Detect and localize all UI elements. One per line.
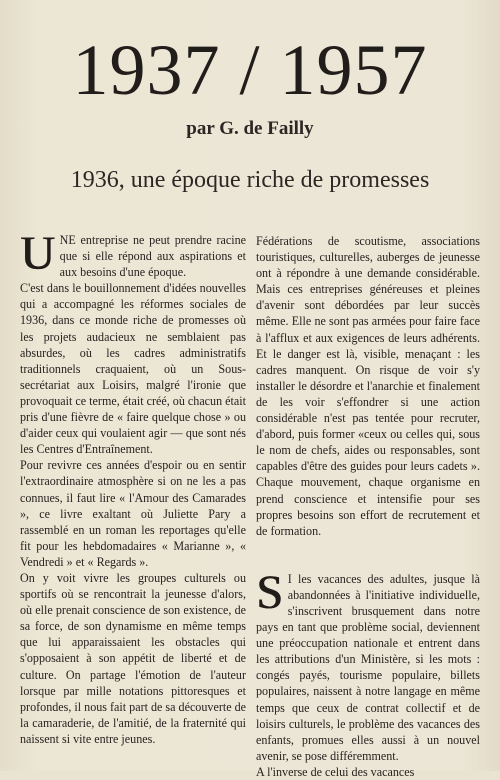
paragraph-text: NE entreprise ne peut prendre racine que si elle répond aux aspirations et aux besoins d'une époque. — [59, 233, 246, 280]
right-column — [256, 233, 480, 780]
drop-cap: U — [20, 227, 55, 280]
paragraph: On y voit vivre les groupes culturels ou sportifs où se rencontrait la jeunesse d'alors, où elle prenait conscience de son existence, de sa force, de son dynamisme en même temps que lui apparaissaient les obstacles qui s'opposaient à son appétit de liberté et de culture. On partage l'émotion de l'auteur lorsque par mille notations pittoresques et profondes, il nous fait part de sa découverte de la camaraderie, de l'amitié, de la fraternité qui naissent si vite entre jeunes. — [20, 570, 247, 746]
section-subtitle: 1936, une époque riche de promesses — [70, 167, 430, 193]
paragraph: C'est dans le bouillonnement d'idées nouvelles qui a accompagné les réformes sociales de 1936, dans ce monde riche de promesses où les projets audacieux ne semblaient pas absurdes, où les cadres administratifs traditionnels craquaient, où un Sous-secrétariat aux Loisirs, malgré l'ironie que provoquait ce terme, était créé, où chacun était pris d'une fièvre de « faire quelque chose » ou d'aider ceux qui voulaient agir — que sont nés les Centres d'Entraînement. — [20, 281, 246, 457]
paragraph-text: I les vacances des adultes, jusque là abandonnées à l'initiative individuelle, s'inscrivent brusquement dans notre pays en tant que problème social, deviennent une préoccupation nationale et entrent dans les attributions d'un Ministère, si les mots : congés payés, tourisme populaire, billets populaires, naissent à notre langage en même temps que ceux de contrat collectif et de loisirs culturels, le problème des vacances des enfants, promues elles aussi à un nouvel avenir, se pose différemment. — [256, 571, 480, 763]
article-title: 1937 / 1957 — [72, 30, 428, 110]
left-column — [20, 227, 247, 747]
paragraph: Fédérations de scoutisme, associations touristiques, culturelles, auberges de jeunesse ont à répondre à une demande considérable. Mais ces entreprises généreuses et pleines d'avenir sont débordées par leur succès même. Elle ne sont pas armées pour faire face à l'afflux et aux exigences de leurs adhérents. Et le danger est là, visible, menaçant : les cadres manquent. On risque de voir s'y installer le désordre et l'anarchie et finalement de les voir s'effondrer si une action considérable n'est pas tentée pour recruter, d'abord, puis former «ceux ou celles qui, sous le nom de chefs, aides ou responsables, sont capables d'être des guides pour leurs cadets ». Chaque mouvement, chaque organisme en prend conscience et intensifie pour ses propres besoins son effort de recrutement et de formation. — [256, 234, 480, 538]
drop-cap: S — [256, 565, 283, 619]
paragraph — [20, 227, 246, 280]
paragraph — [256, 565, 480, 764]
paragraph: A l'inverse de celui des vacances — [256, 764, 415, 779]
paragraph: Pour revivre ces années d'espoir ou en sentir l'extraordinaire atmosphère si on ne les a pas connues, il faut lire « l'Amour des Camarades », ce livre exaltant où Juliette Pary a rassemblé en un roman les reportages qu'elle fit pour les hebdomadaires « Marianne », « Vendredi » et « Regards ». — [20, 458, 246, 569]
author-byline: par G. de Failly — [186, 118, 314, 139]
